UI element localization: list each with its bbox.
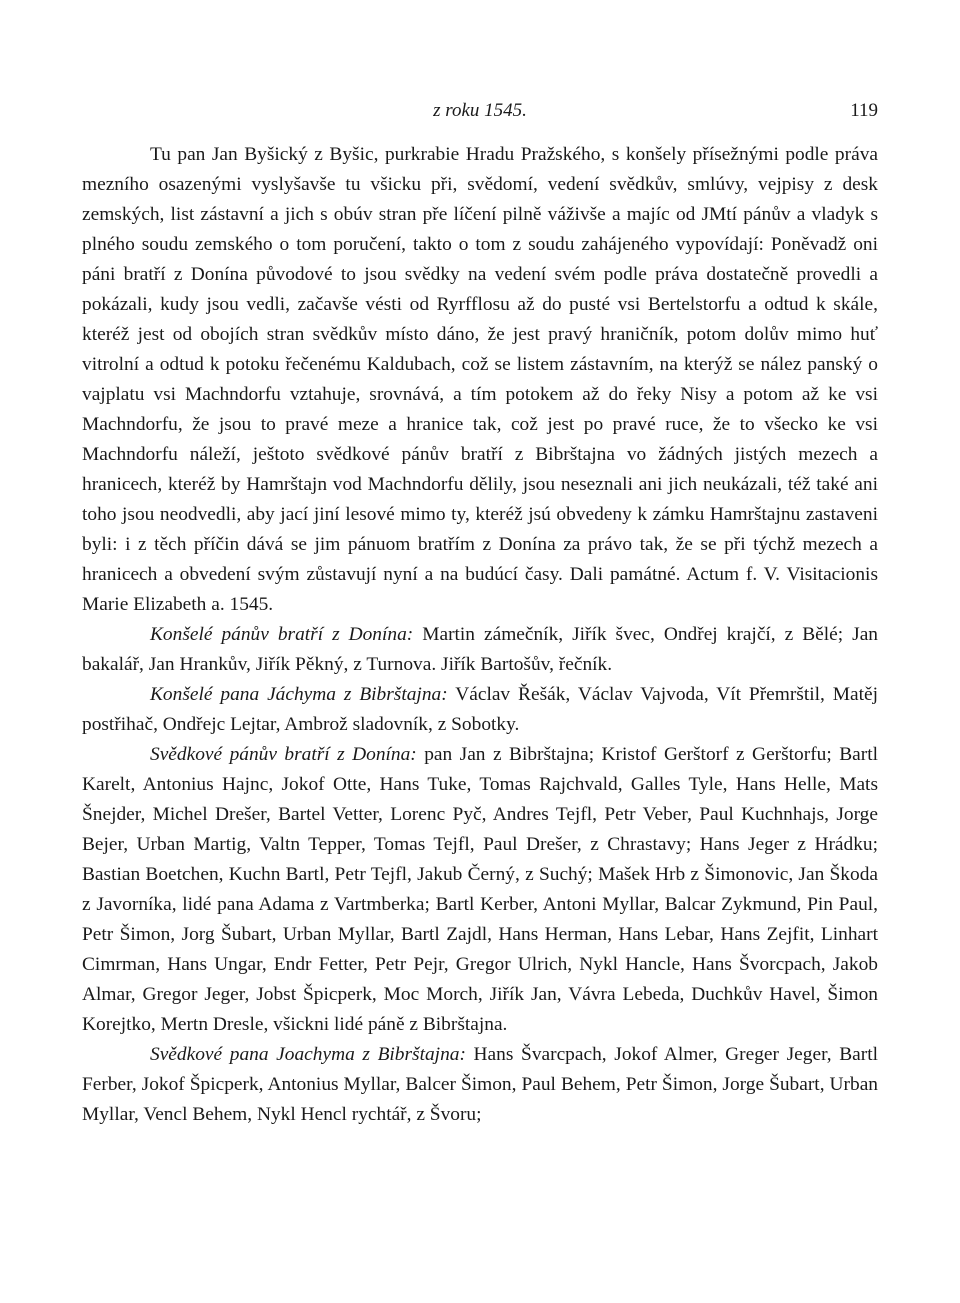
verdict-text: Tu pan Jan Byšický z Byšic, purkrabie Hradu Pražského, s konšely přísežnými podle práva mezního osazenými vyslyšavše tu všicku při, svědomí, vedení svědkův, smlúvy, vejpisy z desk zemských, list zástavní a jich s obúv stran pře líčení pilně váživše a majíc od JMtí pánův a vladyk s plného soudu zemského o tom poručení, takto o tom z soudu zahájeného vypovídají: Poněvadž oni páni bratří z Donína původové to jsou svědky na vedení svém podle práva dostatečně provedli a pokázali, kudy jsou vedli, začavše vésti od Ryrfflosu až do pusté vsi Bertelstorfu a odtud k skále, kteréž jest od obojích stran svědkův místo dáno, že jest pravý hraničník, potom dolův mimo huť vitrolní a odtud k potoku řečenému Kaldubach, což se listem zástavním, na kterýž se nález panský o vajplatu vsi Machndorfu vztahuje, srovnává, a tím potokem až do řeky Nisy a potom až ke vsi Machndorfu, že jsou to pravé meze a hranice tak, což jest po pravé ruce, že to všecko ke vsi Machndorfu náleží, ještoto svědkové pánův bratří z Bibrštajna vo žádných jistých mezech a hranicech, kteréž by Hamrštajn vod Machndorfu dělily, jsou neseznali ani jich neukázali, též také ani toho jsou neodvedli, aby jací jiní lesové mimo ty, kteréž jsú obvedeny k zámku Hamrštajnu zastaveni byli: i z těch příčin dává se jim pánuom bratřím z Donína za právo tak, že se při týchž mezech a hranicech a obvedení svým zůstavují nyní a na budúcí časy. Dali památné. Actum f. V. Visitacionis Marie Elizabeth a. 1545. [82,144,878,615]
page-header [82,100,878,130]
donin-witnesses-list: pan Jan z Bibrštajna; Kristof Gerštorf z Gerštorfu; Bartl Karelt, Antonius Hajnc, Jokof Otte, Hans Tuke, Tomas Rajchvald, Galles Tyle, Hans Helle, Mats Šnejder, Michel Drešer, Bartel Vetter, Lorenc Pyč, Andres Tejfl, Petr Veber, Paul Kuchnhajs, Jorge Bejer, Urban Martig, Valtn Tepper, Tomas Tejfl, Paul Drešer, z Chrastavy; Hans Jeger z Hrádku; Bastian Boetchen, Kuchn Bartl, Petr Tejfl, Jakub Černý, z Suchý; Mašek Hrb z Šimonovic, Jan Škoda z Javorníka, lidé pana Adama z Vartmberka; Bartl Kerber, Antoni Myllar, Balcar Zykmund, Pin Paul, Petr Šimon, Jorg Šubart, Urban Myllar, Bartl Zajdl, Hans Herman, Hans Lebar, Hans Zejfit, Linhart Cimrman, Hans Ungar, Endr Fetter, Petr Pejr, Gregor Ulrich, Nykl Hancle, Hans Švorcpach, Jakob Almar, Gregor Jeger, Jobst Špicperk, Moc Morch, Jiřík Jan, Vávra Lebeda, Duchkův Havel, Šimon Korejtko, Mertn Dresle, všickni lidé páně z Bibrštajna. [82,744,878,1035]
donin-councilmen-list: Martin zámečník, Jiřík švec, Ondřej krajčí, z Bělé; Jan bakalář, Jan Hrankův, Jiřík Pěkný, z Turnova. Jiřík Bartošův, řečník. [82,624,878,675]
book-page [82,100,878,1130]
running-title: z roku 1545. [433,100,527,121]
paragraph-verdict [82,140,878,620]
donin-witnesses-heading: Svědkové pánův bratří z Donína: [150,744,417,765]
donin-councilmen-heading: Konšelé pánův bratří z Donína: [150,624,414,645]
paragraph-bibrstajn-witnesses [82,1040,878,1130]
bibrstajn-witnesses-list: Hans Švarcpach, Jokof Almer, Greger Jeger, Bartl Ferber, Jokof Špicperk, Antonius Myllar, Balcer Šimon, Paul Behem, Petr Šimon, Jorge Šubart, Urban Myllar, Vencl Behem, Nykl Hencl rychtář, z Švoru; [82,1044,879,1125]
paragraph-donin-councilmen [82,620,878,680]
paragraph-bibrstajn-councilmen [82,680,878,740]
bibrstajn-witnesses-heading: Svědkové pana Joachyma z Bibrštajna: [150,1044,466,1065]
bibrstajn-councilmen-heading: Konšelé pana Jáchyma z Bibrštajna: [150,684,448,705]
bibrstajn-councilmen-list: Václav Řešák, Václav Vajvoda, Vít Přemrštil, Matěj postřihač, Ondřejc Lejtar, Ambrož sladovník, z Sobotky. [82,684,878,735]
body-text [82,140,878,1130]
paragraph-donin-witnesses [82,740,878,1040]
page-number: 119 [850,100,878,121]
